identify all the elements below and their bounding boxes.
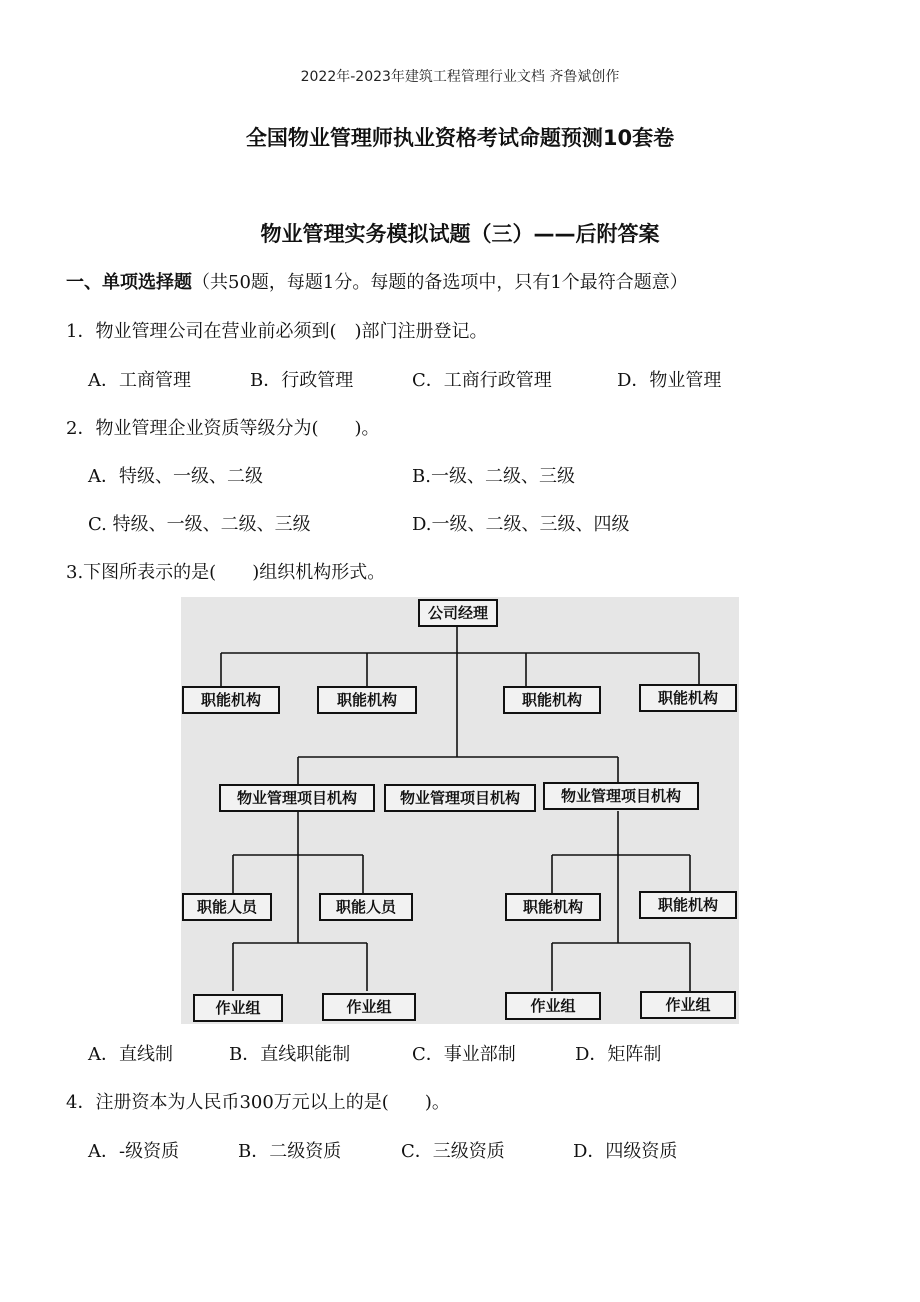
q1-option-c: C．工商行政管理 (412, 370, 552, 391)
q1-option-b: B．行政管理 (250, 370, 354, 391)
org-box-project-1: 物业管理项目机构 (219, 784, 375, 812)
q4-option-d: D．四级资质 (573, 1141, 678, 1162)
question-2-stem: 2．物业管理企业资质等级分为( )。 (66, 418, 380, 439)
org-box-general-manager: 公司经理 (418, 599, 498, 627)
org-box-project-3: 物业管理项目机构 (543, 782, 699, 810)
document-title: 全国物业管理师执业资格考试命题预测10套卷 (245, 126, 675, 150)
q2-option-a: A．特级、一级、二级 (88, 466, 263, 487)
org-box-staff-2: 职能人员 (319, 893, 413, 921)
page-header: 2022年-2023年建筑工程管理行业文档 齐鲁斌创作 (300, 69, 620, 85)
org-box-project-2: 物业管理项目机构 (384, 784, 536, 812)
org-box-functional-6: 职能机构 (639, 891, 737, 919)
org-box-work-group-3: 作业组 (505, 992, 601, 1020)
q3-option-a: A．直线制 (88, 1044, 173, 1065)
q2-option-b: B.一级、二级、三级 (412, 466, 575, 487)
q1-option-d: D．物业管理 (617, 370, 722, 391)
q3-option-d: D．矩阵制 (575, 1044, 662, 1065)
exam-subtitle: 物业管理实务模拟试题（三）——后附答案 (260, 222, 660, 246)
q2-option-d: D.一级、二级、三级、四级 (412, 514, 630, 535)
org-box-functional-3: 职能机构 (503, 686, 601, 714)
q4-option-b: B．二级资质 (238, 1141, 342, 1162)
org-box-functional-5: 职能机构 (505, 893, 601, 921)
q1-option-a: A．工商管理 (88, 370, 191, 391)
section-label: 一、单项选择题 (66, 272, 192, 293)
section-heading (66, 268, 688, 294)
section-note: （共50题，每题1分。每题的备选项中，只有1个最符合题意） (192, 272, 688, 293)
question-1-stem: 1．物业管理公司在营业前必须到( )部门注册登记。 (66, 321, 488, 342)
org-box-functional-4: 职能机构 (639, 684, 737, 712)
org-box-functional-2: 职能机构 (317, 686, 417, 714)
q4-option-c: C．三级资质 (401, 1141, 505, 1162)
org-box-functional-1: 职能机构 (182, 686, 280, 714)
question-3-stem: 3.下图所表示的是( )组织机构形式。 (66, 562, 386, 583)
org-box-work-group-2: 作业组 (322, 993, 416, 1021)
org-box-work-group-1: 作业组 (193, 994, 283, 1022)
question-4-stem: 4．注册资本为人民币300万元以上的是( )。 (66, 1092, 450, 1113)
q4-option-a: A．-级资质 (88, 1141, 180, 1162)
q3-option-b: B．直线职能制 (229, 1044, 351, 1065)
org-box-staff-1: 职能人员 (182, 893, 272, 921)
org-box-work-group-4: 作业组 (640, 991, 736, 1019)
q3-option-c: C．事业部制 (412, 1044, 516, 1065)
q2-option-c: C. 特级、一级、二级、三级 (88, 514, 311, 535)
org-chart-figure (181, 597, 739, 1024)
